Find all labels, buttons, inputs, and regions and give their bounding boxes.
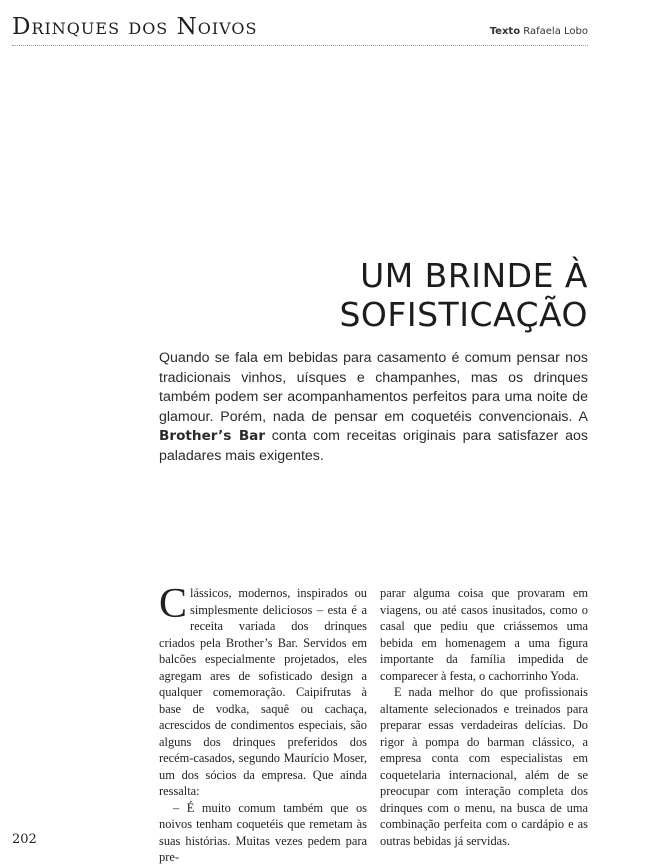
section-title: Drinques dos Noivos <box>12 14 258 40</box>
body-paragraph <box>159 581 367 800</box>
lead-text-start: Quando se fala em bebidas para casamento é comum pensar nos tradicionais vinhos, uísques e champanhes, mas os drinques também podem ser acompanhamentos perfeitos para uma noite de glamour. Porém, nada de pensar em coquetéis convencionais. A <box>159 350 588 425</box>
headline-line-2: SOFISTICAÇÃO <box>339 295 588 334</box>
body-column-left <box>159 581 367 866</box>
byline <box>490 26 588 37</box>
lead-paragraph <box>159 349 588 467</box>
body-column-right <box>380 585 588 849</box>
body-paragraph-text: lássicos, modernos, inspirados ou simplesmente deliciosos – esta é a receita variada dos drinques criados pela Brother’s Bar. Servidos em balcões especialmente projetados, eles agregam ares de sofisticado design a qualquer comemoração. Caipifrutas à base de vodka, saquê ou cachaça, acrescidos de condimentos especiais, são alguns dos drinques preferidos dos recém-casados, segundo Maurício Moser, um dos sócios da empresa. Que ainda ressalta: <box>159 586 367 798</box>
body-paragraph: – É muito comum também que os noivos tenham coquetéis que remetam às suas histórias. Muitas vezes pedem para pre- <box>159 800 367 864</box>
body-paragraph: parar alguma coisa que provaram em viagens, ou até casos inusitados, como o casal que pediu que criássemos uma bebida em homenagem a uma figura importante da família impedida de comparecer à festa, o cachorrinho Yoda. <box>380 586 588 683</box>
drop-cap: C <box>159 581 188 627</box>
lead-text-end: conta com receitas originais para satisfazer aos paladares mais exigentes. <box>159 428 588 464</box>
page-number: 202 <box>12 832 37 847</box>
byline-author: Rafaela Lobo <box>523 26 588 37</box>
article-headline <box>339 256 588 334</box>
body-paragraph: E nada melhor do que profissionais altamente selecionados e treinados para preparar essas verdadeiras delícias. Do rigor à pompa do barman clássico, a empresa conta com especialistas em coquetelaria internacional, além de se preocupar com interação completa dos drinques com o menu, na busca de uma combinação perfeita com o cardápio e as outras bebidas já servidas. <box>380 685 588 848</box>
header-divider <box>12 45 588 46</box>
headline-line-1: UM BRINDE À <box>360 256 588 295</box>
byline-label: Texto <box>489 26 521 37</box>
brand-name: Brother’s Bar <box>159 428 266 445</box>
